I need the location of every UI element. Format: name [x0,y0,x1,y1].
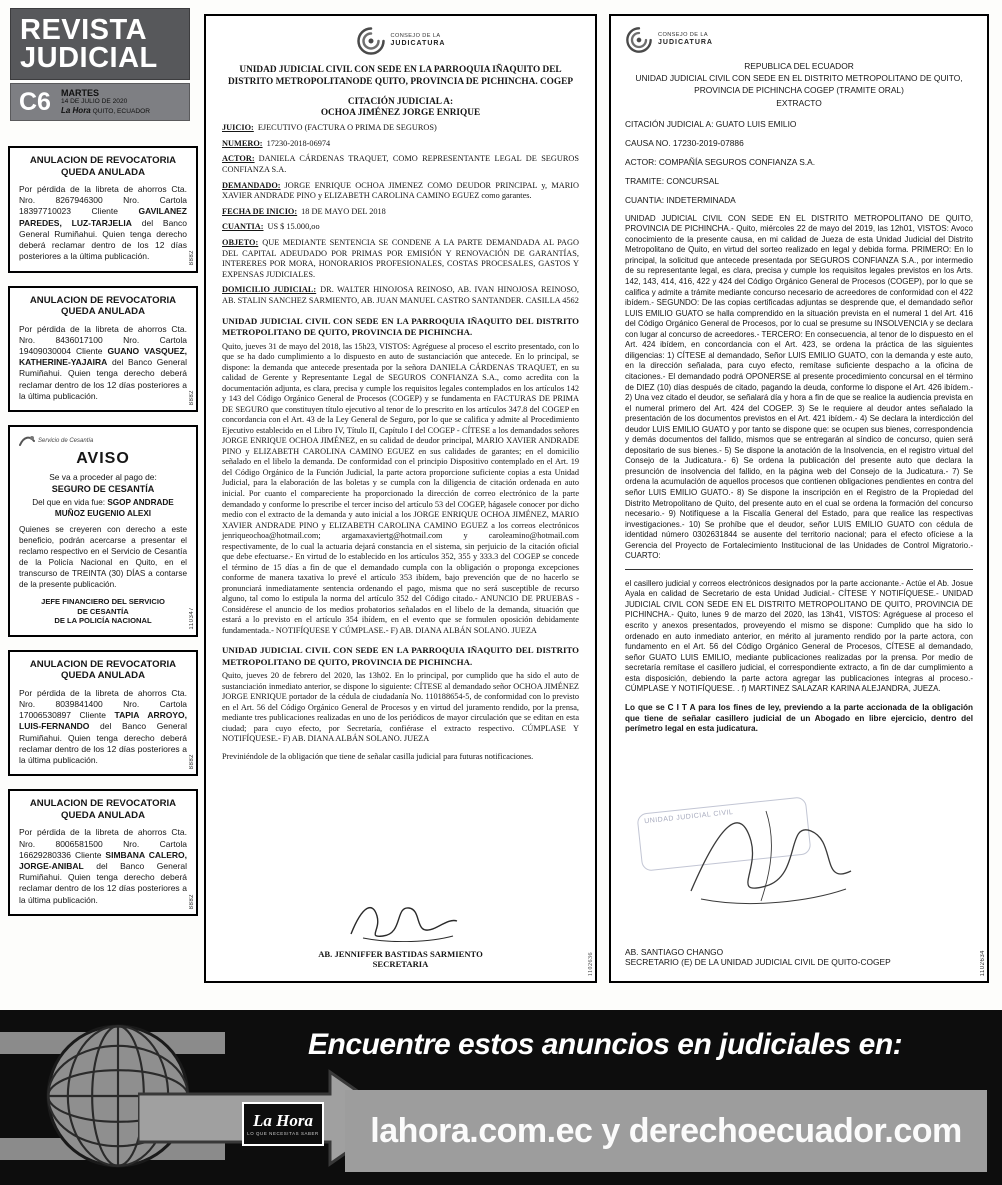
judicatura-logo-line1: CONSEJO DE LA [658,32,708,39]
notice-body-post: del Banco General Rumiñahui. Quien tenga derecho deberá reclamar dentro de los 12 días posteriores a la última publicación. [19,860,187,905]
notice-body [19,688,187,767]
auto1-body: UNIDAD JUDICIAL CIVIL CON SEDE EN EL DISTRITO METROPOLITANO DE QUITO, PROVINCIA DE PICHINCHA.- Quito, miércoles 22 de mayo del 2019, las 12h01, VISTOS: Avoco conocimiento de la presente causa, en mi calidad de Jueza de esta Unidad Judicial del Distrito Metropolitano de Quito, en virtud del sorteo realizado en legal y debida forma. PRIMERO: En lo principal, la solicitud que antecede presentada por SEGUROS CONFIANZA S.A., por intermedio de su representante legal, es clara, precisa y cumple los requisitos legales previstos en los Arts. 142, 143, 414, 416, 422 y 424 del Código Orgánico General de Procesos (COGEP), por lo que se califica y admite a trámite mediante concurso necesario de acreedores de conformidad con el 422 ibídem.- SEGUNDO: De las copias certificadas adjuntas se desprende que, el demandado señor LUIS EMILIO GUATO se halla comprendido en la situación prevista en el numeral 1 del Art. 416 del Código Orgánico General de Procesos, por lo cual se presume su INSOLVENCIA y se declara con lugar al concurso de acreedores.- TERCERO: En consecuencia, al tenor de lo dispuesto en el Art. 424 ibídem, en concordancia con el Art. 423, se ordena la práctica de las siguientes diligencias: 1) CÍTESE al demandado, Señor LUIS EMILIO GUATO, con la demanda y este auto, en la dirección señalada, para cuyo efecto, remítase suficiente despacho a la oficina de citaciones.- El demandado podrá OPONERSE al presente procedimiento concursal en el término de DIEZ (10) días después de citado, pagando la deuda, conforme lo dispone el Art. 426 ibídem.- 2) Una vez citado el deudor, se señalará día y hora a fin de que se realice la audiencia prevista en el numeral primero del Art. 424 del COGEP. 3) Se le requiere al deudor antes señalado la presentación de los documentos previstos en el Art. 421 ibídem.- 4) Se declara la interdicción del deudor LUIS EMILIO GUATO y por tanto se dispone que: se ocupen sus bienes, correspondencia y demás documentos del fallido, mismos que se entregarán al síndico de concurso, quien será depositario de sus bienes.- 5) Se dispone la anotación de la Insolvencia, en el registro virtual del Consejo de la Judicatura.- 6) Se ordena la publicación del presente auto que declara la presunción de insolvencia del fallido, en la página web del Consejo de la Judicatura.- 7) Se ordena la acumulación de aquellos procesos que contienen obligaciones pendientes en contra del señor LUIS EMILIO GUATO.- 8) Se dispone la inscripción en el Registro de la Propiedad del Distrito Metropolitano de Quito, del presente auto en el cual se ordena la formación del concurso necesario.- 9) Notifíquese a la Fiscalía General del Estado, para que realice las respectivas investigaciones.- 10) Se prohíbe que el deudor, señor LUIS EMILIO GUATO con cédula de identidad número 0302631844 se ausente del territorio nacional; para el efecto ofíciese a la Gerencia del Proyecto de Fortalecimiento Institucional de las Unidades de Control Migratorio.- CUARTO: [625,213,973,561]
ad-reference-number: 8882 [189,753,195,770]
header-extracto: EXTRACTO [776,97,822,108]
ad-reference-number: 8882 [189,893,195,909]
cesantia-swoosh-icon [19,434,35,448]
revocatoria-notice-2 [8,286,198,413]
notice-title: ANULACION DE REVOCATORIA [29,155,177,166]
judicatura-logo-line2: JUDICATURA [658,39,713,47]
stamp-text: UNIDAD JUDICIAL CIVIL [643,808,734,826]
auto1-body: Quito, jueves 31 de mayo del 2018, las 15h23, VISTOS: Agréguese al proceso el escrito presentado, con lo que se ha dado cumplimiento a lo dispuesto en auto de sustanciación que antecede. En lo principal, se dispone: la demanda que antecede presentada por la señora DANIELA CÁRDENAS TRAQUET, en su calidad de Gerente y Representante Legal de SEGUROS CONFIANZA S.A., como acredita con la documentación adjunta, es clara, precisa y cumple los requisitos legales contemplados en los artículos 142 y 143 del Código Orgánico General de Procesos (COGEP) y se fundamenta en FACTURAS DE PRIMA DE SEGURO que constituyen título ejecutivo al tenor de lo prescrito en los artículos 347.8 del COGEP en concordancia con el Art. 43 de la Ley General de Seguro, por lo que se califica y admite al Procedimiento Ejecutivo establecido en el Libro IV, Título II, Capítulo I del COGEP - CÍTESE a los demandados señores JORGE ENRIQUE OCHOA JIMÉNEZ, en su calidad de deudor principal, MARIO XAVIER ANDRADE PINO y ELIZABETH CAROLINA CAMINO EGUEZ en sus calidades de garantes; en el domicilio señalado en el libelo la demanda. De conformidad con el principio Dispositivo contemplado en el Art. 19 del Código Orgánico de la Función Judicial, la parte actora proporcione suficiente copias a esta Unidad Judicial, para la elaboración de las boletas y se cumpla con la diligencia de citación ordenada en auto inicial. Por cuanto el compareciente ha proporcionado la dirección de correo electrónico de la parte demandado y conforme lo prescribe el tercer inciso del artículo 53 del COGEP, hágasele conocer por dicho medio con el extracto de la demanda y auto inicial a los JORGE ENRIQUE OCHOA JIMÉNEZ, MARIO XAVIER ANDRADE PINO y ELIZABETH CAROLINA CAMINO EGUEZ a los correos electrónicos jenriqueochoa@hotmail.com; argamaxaviertg@hotmail.com y caroleamino@hotmail.com respectivamente, de lo cual la actuaria dejará constancia en el sistema, sin perjuicio de la citación oficial que debe efectuarse.- En virtud de lo establecido en los artículos 352, 355 y 333.3 del COGEP se concede el término de 15 días a fin de que el demandado cumpla con la obligación o proponga excepciones conforme de manera taxativa lo prevé el artículo 353 ibídem, bajo prevención que de no hacerlo se pronunciará inmediatamente sentencia ordenando el pago, misma que no será susceptible de recurso alguno, tal como lo estipula la norma del artículo 352 del Código citado.- ANUNCIO DE PRUEBAS - Considérese el anuncio de los medios probatorios señalados en el libelo de la demanda, situación que estará a lo previsto en el artículo 354 ibídem, en el evento que se formulen oposición debidamente fundamentada.- NOTIFÍQUESE Y CÚMPLASE.- F) AB. DIANA ALBÁN SOLANO. JUEZA [222,341,579,635]
field-value: US $ 15.000,oo [267,222,320,232]
header-republic: REPUBLICA DEL ECUADOR [744,61,854,71]
field-label: DEMANDADO: [222,180,281,190]
masthead-brandline [61,106,150,116]
auto2-body: el casillero judicial y correos electrónicos designados por la parte accionante.- Actúe el Ab. Josue Ayala en calidad de Secretario de esta Unidad Judicial.- CÍTESE Y NOTIFÍQUESE.- UNIDAD JUDICIAL CIVIL CON SEDE EN EL DISTRITO METROPOLITANO DE QUITO, PROVINCIA DE PICHINCHA.- Quito, lunes 9 de marzo del 2020, las 13h41, VISTOS: Agréguese al proceso el escrito y anexos presentados, proveyendo el mismo se dispone: Cumplido que ha sido lo ordenado en auto inmediato anterior, en mérito al juramento rendido por la parte actora, con fundamento en el Art. 56 del Código Orgánico General de Procesos, CÍTESE al demandado, señor GUATO LUIS EMILIO, mediante publicaciones realizadas por la prensa. Por medio de secretaría remítase el casillero judicial, el correspondiente extracto, a fin de dar cumplimiento a esta disposición, debiendo la parte actora agregar las publicaciones íntegras al proceso.- CÚMPLASE Y NOTIFÍQUESE. . f) MARTINEZ SALAZAR KARINA ALEJANDRA, JUEZA. [625,578,973,694]
case-field-demandado [222,181,579,202]
case-field-fecha [222,207,579,218]
notice-subtitle: QUEDA ANULADA [60,306,146,318]
secretary-name: AB. JENNIFFER BASTIDAS SARMIENTO [318,949,483,959]
case-field-juicio [222,123,579,134]
case-field-numero [222,139,579,150]
secretary-title: SECRETARIO (E) DE LA UNIDAD JUDICIAL CIVIL DE QUITO-COGEP [625,957,891,967]
right-judicial-notice [609,14,989,983]
ad-reference-number: 1102634 [980,949,986,976]
aviso-sig-line1: JEFE FINANCIERO DEL SERVICIO [41,597,165,607]
notice-client-name: GAVILANEZ PAREDES, LUZ-TARJELIA [19,206,187,228]
notice-subtitle: QUEDA ANULADA [60,166,146,178]
field-label: DOMICILIO JUDICIAL: [222,285,317,295]
notice-body [19,827,187,906]
field-value: 18 DE MAYO DEL 2018 [301,206,386,216]
revocatoria-notice-4 [8,789,198,916]
revocatoria-notice-3 [8,650,198,777]
aviso-deceased-name: SGOP ANDRADE MUÑOZ EUGENIO ALEXI [54,498,174,518]
lahora-logo-tagline: LO QUE NECESITAS SABER [247,1131,319,1136]
notice-client-name: GUANO VASQUEZ, KATHERINE-YAJAIRA [19,345,187,368]
section-divider [625,569,973,570]
notice-body-post: del Banco General Rumiñahui. Quien tenga derecho deberá reclamar dentro de los 12 días posteriores a la última publicación. [19,721,187,766]
field-label: FECHA DE INICIO: [222,206,298,216]
case-field-tramite: TRAMITE: CONCURSAL [625,175,719,186]
masthead-place: QUITO, ECUADOR [92,107,151,115]
aviso-title: AVISO [76,450,130,468]
field-value: DR. WALTER HINOJOSA REINOSO, AB. IVAN HINOJOSA REINOSO, AB. STALIN SANCHEZ SARMIENTO, AB. JUAN MANUEL CASTRO SANTANDER. CASILLA 4562 [222,285,580,306]
case-field-actor: ACTOR: COMPAÑÍA SEGUROS CONFIANZA S.A. [625,156,816,167]
judicatura-logo [625,26,973,54]
notice-body-post: del Banco General Rumiñahui. Quien tenga derecho deberá reclamar dentro de los 12 días posteriores a la última publicación. [19,357,187,401]
page-code: C6 [19,87,51,116]
footer-banner [0,1010,1002,1185]
ad-reference-number: 8882 [189,250,195,266]
left-column [8,146,198,916]
notice-title: ANULACION DE REVOCATORIA [29,658,177,670]
masthead-title-line2: JUDICIAL [20,42,158,75]
center-judicial-notice [204,14,597,983]
case-field-causa: CAUSA NO. 17230-2019-07886 [625,137,744,148]
notice-body-pre: Por pérdida de la libreta de ahorros Cta. Nro. 8267946300 Nro. Cartola 18397710023 Cliente [19,184,187,217]
notice-body [19,324,187,403]
masthead-dateblock [59,84,152,120]
ad-reference-number: 8882 [189,389,195,406]
notice-body [19,184,187,263]
lahora-logo [242,1102,324,1146]
masthead-date: 14 DE JULIO DE 2020 [60,98,128,106]
notice-body-post: del Banco General Rumiñahui. Quien tenga derecho deberá reclamar dentro de los 12 días posteriores a la última publicación. [19,217,187,262]
notice-subtitle: QUEDA ANULADA [60,670,146,682]
judicatura-logo-text [658,33,713,46]
field-label: CUANTIA: [222,222,264,232]
masthead-brand: La Hora [60,105,91,115]
masthead-day: MARTES [60,87,99,98]
notice-body-pre: Por pérdida de la libreta de ahorros Cta. Nro. 8039841400 Nro. Cartola 17006530897 Cliente [19,687,187,721]
aviso-sig-line3: DE LA POLICÍA NACIONAL [54,616,152,626]
notice-client-name: TAPIA ARROYO, LUIS-FERNANDO [19,710,187,732]
auto2-body: Quito, jueves 20 de febrero del 2020, las 13h02. En lo principal, por cumplido que ha sido el auto de sustanciación inmediato anterior, se dispone lo siguiente: CÍTESE al demandado señor OCHOA JIMÉNEZ JORGE ENRIQUE portador de la cédula de ciudadanía No. 110188654-5, de conformidad con lo previsto en el Art. 56 del Código Orgánico General de Procesos y en virtud del juramento rendido, por la prensa, mediante tres publicaciones realizadas en uno de los periódicos de mayor circulación que se editan en esta ciudad; para cuyo efecto, por Secretaría, confiérase el extracto respectivo. CÚMPLASE Y NOTIFÍQUESE.- F) AB. DIANA ALBÁN SOLANO. JUEZA [222,671,579,744]
handwritten-signature-icon [341,900,461,942]
notice-body-pre: Por pérdida de la libreta de ahorros Cta. Nro. 8006581500 Nro. Cartola 16629280336 Cliente [19,827,187,860]
court-stamp [636,796,811,871]
field-label: JUICIO: [222,123,254,133]
aviso-cesantia-notice [8,425,198,637]
field-label: NUMERO: [222,138,263,148]
case-field-cuantia: CUANTIA: INDETERMINADA [625,194,736,205]
notice-client-name: SIMBANA CALERO, JORGE-ANIBAL [19,849,187,871]
field-value: JORGE ENRIQUE OCHOA JIMENEZ COMO DEUDOR PRINCIPAL y, MARIO XAVIER ANDRADE PINO y ELIZABETH CAROLINA CAMINO EGUEZ como garantes. [222,180,579,201]
aviso-intro: Se va a proceder al pago de: [49,472,157,483]
case-field-objeto [222,238,579,280]
cesantia-logo [19,434,187,448]
footer-headline: Encuentre estos anuncios en judiciales en: [308,1028,903,1061]
masthead-strip [10,83,190,121]
field-value: QUE MEDIANTE SENTENCIA SE CONDENE A LA PARTE DEMANDADA AL PAGO DEL CAPITAL ADEUDADO POR PRIMAS POR EMISIÓN Y RENOVACIÓN DE GARANTÍAS, INTERERES POR MORA, HONORARIOS PROFESIONALES, COSTAS PROCESALES, GASTOS Y EXPENSAS JUDICIALES. [222,238,579,279]
footer-url-box [345,1090,987,1172]
masthead [10,8,190,121]
lahora-logo-text: La Hora [253,1111,313,1130]
case-field-domicilio [222,285,579,306]
case-field-actor [222,154,579,175]
court-header: UNIDAD JUDICIAL CIVIL CON SEDE EN LA PARROQUIA IÑAQUITO DEL DISTRITO METROPOLITANODE QUITO, PROVINCIA DE PICHINCHA. COGEP [227,65,574,88]
field-value: DANIELA CÁRDENAS TRAQUET, COMO REPRESENTANTE LEGAL DE SEGUROS CONFIANZA S.A. [222,154,579,174]
cesantia-logo-text: Servicio de Cesantía [38,438,94,445]
judicatura-swirl-icon [625,26,653,54]
judicatura-logo-line2: JUDICATURA [390,40,446,48]
citacion-line: CITACIÓN JUDICIAL A: GUATO LUIS EMILIO [625,118,797,129]
field-value: EJECUTIVO (FACTURA O PRIMA DE SEGUROS) [257,123,437,133]
aviso-signature [19,597,187,625]
header-court: UNIDAD JUDICIAL CIVIL CON SEDE EN EL DISTRITO METROPOLITANO DE QUITO, PROVINCIA DE PICHINCHA COGEP (TRAMITE ORAL) [635,73,963,96]
aviso-sig-line2: DE CESANTÍA [77,606,129,616]
ad-reference-number: 110347 [189,607,195,630]
field-label: OBJETO: [222,238,259,248]
notice-title: ANULACION DE REVOCATORIA [29,798,177,810]
aviso-body: Quienes se creyeren con derecho a este beneficio, podrán acercarse a presentar el reclamo respectivo en el Servicio de Cesantía de la Policía Nacional en Quito, en el transcurso de TREINTA (30) DÍAS a contarse de la presente publicación. [19,525,187,589]
case-field-cuantia [222,222,579,233]
auto1-header: UNIDAD JUDICIAL CIVIL CON SEDE EN LA PARROQUIA IÑAQUITO DEL DISTRITO METROPOLITANO DE QUITO, PROVINCIA DE PICHINCHA. [222,315,579,338]
citacion-name: OCHOA JIMÉNEZ JORGE ENRIQUE [320,108,481,119]
field-label: ACTOR: [222,154,255,164]
footer-urls: lahora.com.ec y derechoecuador.com [370,1111,962,1150]
secretary-signature-block [206,900,595,969]
court-header [625,60,973,109]
masthead-title-line1: REVISTA [20,14,148,46]
notice-subtitle: QUEDA ANULADA [60,809,146,821]
aviso-benefit: SEGURO DE CESANTÍA [51,484,155,495]
judicatura-logo-text [391,34,446,47]
secretary-signature-block [625,945,891,967]
aviso-deceased-prefix: Del que en vida fue: [32,498,108,508]
judicatura-logo [222,26,579,56]
secretary-name: AB. SANTIAGO CHANGO [625,947,724,957]
notice-body-pre: Por pérdida de la libreta de ahorros Cta. Nro. 8436017100 Nro. Cartola 19409030004 Cliente [19,323,187,356]
field-value: 17230-2018-06974 [266,138,331,148]
aviso-deceased-line [19,498,187,519]
auto2-header: UNIDAD JUDICIAL CIVIL CON SEDE EN LA PARROQUIA IÑAQUITO DEL DISTRITO METROPOLITANO DE QUITO, PROVINCIA DE PICHINCHA. [222,645,579,667]
ad-reference-number: 1102636 [588,951,594,976]
notice-title: ANULACION DE REVOCATORIA [29,294,177,306]
secretary-title: SECRETARIA [372,959,429,969]
masthead-title-box [10,8,190,80]
cita-note: Lo que se C I T A para los fines de ley, previendo a la parte accionada de la obligación que tiene de señalar casillero judicial de un Abogado en libre ejercicio, dentro del perímetro legal en esta judicatura. [625,702,973,734]
citacion-label: CITACIÓN JUDICIAL A: [347,97,454,108]
judicatura-swirl-icon [356,26,386,56]
revocatoria-notice-1 [8,146,198,273]
judicatura-logo-line1: CONSEJO DE LA [390,33,441,40]
closing-note: Previniéndole de la obligación que tiene de señalar casilla judicial para futuras notificaciones. [222,751,534,761]
